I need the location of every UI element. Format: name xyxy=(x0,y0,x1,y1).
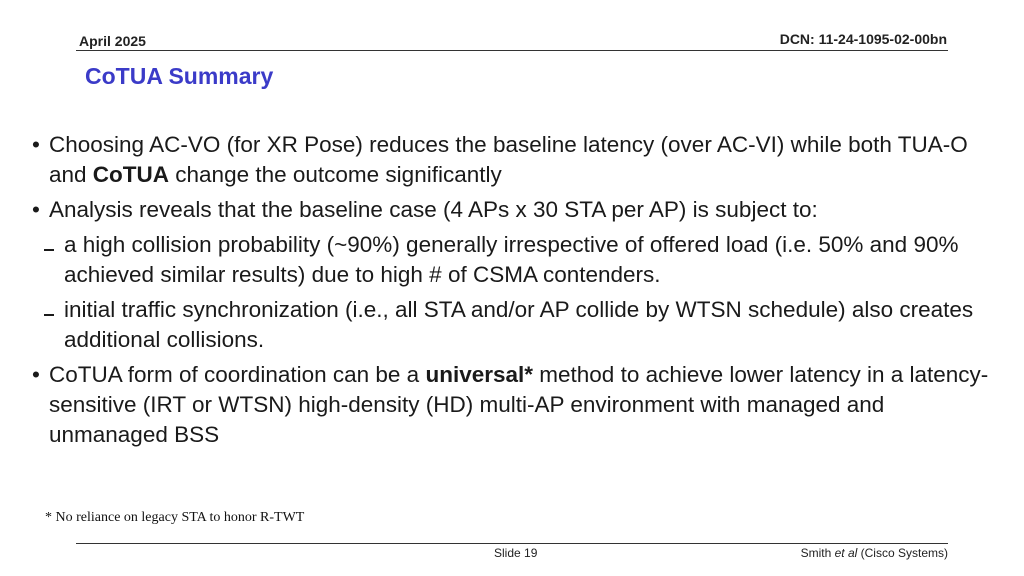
bullet-1-text-end: change the outcome significantly xyxy=(169,162,502,187)
footer-divider xyxy=(76,543,948,544)
sub-bullet-1 xyxy=(32,230,992,290)
sub-bullet-2-text: initial traffic synchronization (i.e., all STA and/or AP collide by WTSN schedule) also creates additional collisions. xyxy=(64,297,974,352)
sub-bullet-2 xyxy=(32,295,992,355)
author-org: (Cisco Systems) xyxy=(857,546,948,560)
bullet-1-bold: CoTUA xyxy=(92,162,170,187)
bullet-1 xyxy=(32,130,992,190)
dash-bullet-icon xyxy=(44,314,54,316)
bullet-2 xyxy=(32,195,992,225)
slide-title: CoTUA Summary xyxy=(85,63,274,89)
footer-author xyxy=(801,546,948,560)
dash-bullet-icon xyxy=(44,249,54,251)
bullet-3 xyxy=(32,360,992,450)
sub-bullet-1-text: a high collision probability (~90%) generally irrespective of offered load (i.e. 50% and 90% achieved similar results) due to high # of CSMA contenders. xyxy=(64,232,959,287)
header-date: April 2025 xyxy=(79,33,146,49)
header-dcn: DCN: 11-24-1095-02-00bn xyxy=(779,31,947,47)
bullet-3-text-end: method to achieve lower latency in a latency-sensitive (IRT or WTSN) high-density (HD) multi-AP environment with managed and unmanaged BSS xyxy=(49,362,989,447)
footnote: * No reliance on legacy STA to honor R-TWT xyxy=(45,510,305,525)
bullet-3-text: CoTUA form of coordination can be a xyxy=(49,362,426,387)
slide-content xyxy=(32,130,992,455)
bullet-1-text: Choosing AC-VO (for XR Pose) reduces the baseline latency (over AC-VI) while both TUA-O and xyxy=(49,132,968,187)
bullet-dot-icon: • xyxy=(32,362,40,387)
bullet-dot-icon: • xyxy=(32,132,40,157)
author-etal: et al xyxy=(834,546,858,560)
bullet-3-bold: universal* xyxy=(425,362,534,387)
bullet-dot-icon: • xyxy=(32,197,40,222)
slide-number: Slide 19 xyxy=(494,546,538,560)
author-name: Smith xyxy=(800,546,835,560)
bullet-2-text: Analysis reveals that the baseline case (4 APs x 30 STA per AP) is subject to: xyxy=(49,197,818,222)
header-divider xyxy=(76,50,948,51)
